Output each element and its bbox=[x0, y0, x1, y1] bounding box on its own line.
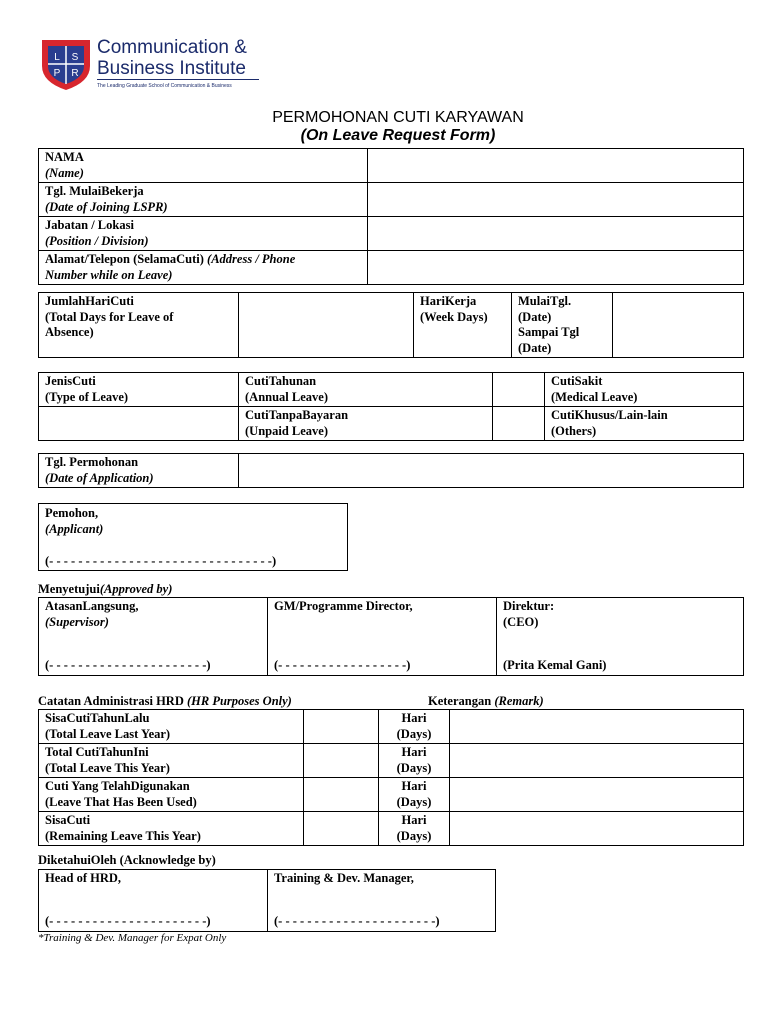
gm-label: GM/Programme Director, bbox=[274, 599, 413, 613]
leave-type-label: JenisCuti bbox=[45, 374, 96, 388]
used-remark-field[interactable] bbox=[450, 778, 744, 812]
week-days-label-cell bbox=[414, 293, 512, 358]
last-year-unit-cell bbox=[379, 710, 450, 744]
acknowledge-heading: DiketahuiOleh (Acknowledge by) bbox=[38, 853, 216, 867]
total-days-label-en: (Total Days for Leave of bbox=[45, 309, 174, 324]
name-row bbox=[39, 149, 744, 183]
remaining-remark-field[interactable] bbox=[450, 812, 744, 846]
medical-leave-checkbox[interactable] bbox=[493, 373, 545, 407]
applicant-signature-line: (- - - - - - - - - - - - - - - - - - - - - - - - - - - - - - -) bbox=[45, 554, 277, 568]
position-label-en: (Position / Division) bbox=[45, 233, 149, 248]
unpaid-leave-label-en: (Unpaid Leave) bbox=[245, 423, 328, 438]
others-leave-label: CutiKhusus/Lain-lain bbox=[551, 408, 668, 422]
this-year-days-field[interactable] bbox=[304, 744, 379, 778]
leave-type-row-2 bbox=[39, 407, 744, 441]
week-days-label-en: (Week Days) bbox=[420, 309, 488, 324]
director-label: Direktur: bbox=[503, 599, 555, 613]
medical-leave-option[interactable] bbox=[545, 373, 744, 407]
address-row bbox=[39, 251, 744, 285]
address-label-cell bbox=[39, 251, 368, 285]
annual-leave-label-en: (Annual Leave) bbox=[245, 389, 328, 404]
used-label-en: (Leave That Has Been Used) bbox=[45, 794, 197, 809]
week-days-label: HariKerja bbox=[420, 294, 477, 308]
medical-leave-label-en: (Medical Leave) bbox=[551, 389, 638, 404]
supervisor-signature-box[interactable] bbox=[39, 598, 268, 676]
application-date-table bbox=[38, 453, 744, 488]
last-year-label: SisaCutiTahunLalu bbox=[45, 711, 150, 725]
applicant-label: Pemohon, bbox=[45, 506, 99, 520]
date-range-label-cell bbox=[512, 293, 613, 358]
used-label: Cuti Yang TelahDigunakan bbox=[45, 779, 190, 793]
logo-name-line1: Communication & bbox=[97, 37, 247, 58]
applicant-label-en: (Applicant) bbox=[45, 522, 104, 536]
leave-type-blank-cell bbox=[39, 407, 239, 441]
applicant-table bbox=[38, 503, 348, 571]
last-year-unit-en: (Days) bbox=[396, 726, 432, 741]
gm-signature-box[interactable] bbox=[268, 598, 497, 676]
total-days-label-en-2: Absence) bbox=[45, 325, 94, 339]
acknowledge-table bbox=[38, 869, 496, 932]
used-unit-en: (Days) bbox=[396, 794, 432, 809]
join-date-row bbox=[39, 183, 744, 217]
last-year-label-en: (Total Leave Last Year) bbox=[45, 726, 171, 741]
name-label-en: (Name) bbox=[45, 165, 84, 180]
used-unit: Hari bbox=[401, 779, 427, 793]
remaining-unit-cell bbox=[379, 812, 450, 846]
remaining-unit-en: (Days) bbox=[396, 828, 432, 843]
table-row bbox=[39, 744, 744, 778]
used-unit-cell bbox=[379, 778, 450, 812]
join-date-label-en: (Date of Joining LSPR) bbox=[45, 199, 168, 214]
director-label-en: (CEO) bbox=[503, 614, 539, 629]
this-year-unit-en: (Days) bbox=[396, 760, 432, 775]
table-row bbox=[39, 710, 744, 744]
remaining-label: SisaCuti bbox=[45, 813, 91, 827]
this-year-remark-field[interactable] bbox=[450, 744, 744, 778]
training-manager-signature-line: (- - - - - - - - - - - - - - - - - - - - - -) bbox=[274, 913, 440, 928]
address-label-en-2: Number while on Leave) bbox=[45, 267, 173, 282]
approval-row bbox=[39, 598, 744, 676]
last-year-days-field[interactable] bbox=[304, 710, 379, 744]
applicant-signature-box[interactable] bbox=[39, 504, 348, 571]
position-field[interactable] bbox=[368, 217, 744, 251]
name-label-cell bbox=[39, 149, 368, 183]
supervisor-signature-line: (- - - - - - - - - - - - - - - - - - - - - -) bbox=[45, 657, 211, 672]
medical-leave-label: CutiSakit bbox=[551, 374, 603, 388]
total-days-table bbox=[38, 292, 744, 358]
table-row bbox=[39, 778, 744, 812]
leave-type-label-cell bbox=[39, 373, 239, 407]
unpaid-leave-option[interactable] bbox=[239, 407, 493, 441]
approved-by-heading bbox=[38, 582, 172, 597]
logo-letter-p: P bbox=[53, 68, 61, 79]
last-year-remark-field[interactable] bbox=[450, 710, 744, 744]
this-year-label: Total CutiTahunIni bbox=[45, 745, 149, 759]
join-date-field[interactable] bbox=[368, 183, 744, 217]
personal-info-table bbox=[38, 148, 744, 285]
supervisor-label-en: (Supervisor) bbox=[45, 614, 109, 629]
hrd-heading-label-en: (HR Purposes Only) bbox=[186, 694, 292, 708]
last-year-label-cell bbox=[39, 710, 304, 744]
approved-by-label: Menyetujui bbox=[38, 582, 100, 596]
remaining-days-field[interactable] bbox=[304, 812, 379, 846]
date-range-field[interactable] bbox=[613, 293, 744, 358]
training-manager-signature-box[interactable] bbox=[268, 870, 496, 932]
remaining-label-en: (Remaining Leave This Year) bbox=[45, 828, 201, 843]
application-date-label: Tgl. Permohonan bbox=[45, 455, 139, 469]
director-signature-box[interactable] bbox=[497, 598, 744, 676]
logo-tagline: The Leading Graduate School of Communication & Business bbox=[97, 83, 232, 89]
applicant-row bbox=[39, 504, 348, 571]
join-date-label: Tgl. MulaiBekerja bbox=[45, 184, 144, 198]
name-label: NAMA bbox=[45, 150, 84, 164]
address-label-en: (Address / Phone bbox=[207, 252, 296, 266]
logo-letter-r: R bbox=[71, 68, 79, 79]
hrd-head-label: Head of HRD, bbox=[45, 871, 122, 885]
annual-leave-label: CutiTahunan bbox=[245, 374, 317, 388]
total-days-field[interactable] bbox=[239, 293, 414, 358]
remark-label-en: (Remark) bbox=[494, 694, 544, 708]
this-year-unit: Hari bbox=[401, 745, 427, 759]
application-date-row bbox=[39, 454, 744, 488]
total-days-label-cell bbox=[39, 293, 239, 358]
used-days-field[interactable] bbox=[304, 778, 379, 812]
application-date-label-en: (Date of Application) bbox=[45, 470, 154, 485]
hrd-table bbox=[38, 709, 744, 846]
application-date-label-cell bbox=[39, 454, 239, 488]
name-field[interactable] bbox=[368, 149, 744, 183]
leave-type-table bbox=[38, 372, 744, 441]
unpaid-leave-label: CutiTanpaBayaran bbox=[245, 408, 349, 422]
logo-name bbox=[97, 37, 247, 79]
logo-name-line2: Business Institute bbox=[97, 58, 246, 79]
approval-table bbox=[38, 597, 744, 676]
gm-signature-line: (- - - - - - - - - - - - - - - - - -) bbox=[274, 657, 411, 672]
position-label: Jabatan / Lokasi bbox=[45, 218, 134, 232]
this-year-unit-cell bbox=[379, 744, 450, 778]
start-date-label: MulaiTgl. bbox=[518, 294, 572, 308]
remaining-unit: Hari bbox=[401, 813, 427, 827]
table-row bbox=[39, 812, 744, 846]
remark-label: Keterangan bbox=[428, 694, 492, 708]
join-date-label-cell bbox=[39, 183, 368, 217]
start-date-label-en: (Date) bbox=[518, 309, 552, 324]
form-title: PERMOHONAN CUTI KARYAWAN bbox=[272, 109, 524, 126]
logo-letter-s: S bbox=[71, 52, 79, 63]
training-manager-label: Training & Dev. Manager, bbox=[274, 871, 414, 885]
others-leave-option[interactable] bbox=[545, 407, 744, 441]
position-label-cell bbox=[39, 217, 368, 251]
this-year-label-cell bbox=[39, 744, 304, 778]
total-days-row bbox=[39, 293, 744, 358]
logo-underline bbox=[97, 79, 259, 80]
supervisor-label: AtasanLangsung, bbox=[45, 599, 139, 613]
hrd-head-signature-box[interactable] bbox=[39, 870, 268, 932]
address-label: Alamat/Telepon (SelamaCuti) bbox=[45, 252, 204, 266]
end-date-label: Sampai Tgl bbox=[518, 325, 580, 339]
application-date-field[interactable] bbox=[239, 454, 744, 488]
expat-footnote: *Training & Dev. Manager for Expat Only bbox=[38, 932, 227, 944]
position-row bbox=[39, 217, 744, 251]
acknowledge-row bbox=[39, 870, 496, 932]
approved-by-label-en: (Approved by) bbox=[99, 582, 173, 596]
director-name: (Prita Kemal Gani) bbox=[503, 657, 607, 672]
used-label-cell bbox=[39, 778, 304, 812]
lspr-logo-shield-icon bbox=[40, 36, 92, 92]
total-days-label: JumlahHariCuti bbox=[45, 294, 134, 308]
remaining-label-cell bbox=[39, 812, 304, 846]
this-year-label-en: (Total Leave This Year) bbox=[45, 760, 170, 775]
address-field[interactable] bbox=[368, 251, 744, 285]
hrd-heading-label: Catatan Administrasi HRD bbox=[38, 694, 184, 708]
leave-type-label-en: (Type of Leave) bbox=[45, 389, 129, 404]
leave-type-row-1 bbox=[39, 373, 744, 407]
last-year-unit: Hari bbox=[401, 711, 427, 725]
hrd-heading bbox=[38, 694, 292, 709]
form-subtitle: (On Leave Request Form) bbox=[300, 127, 496, 144]
annual-leave-option[interactable] bbox=[239, 373, 493, 407]
logo-letter-l: L bbox=[54, 52, 60, 63]
end-date-label-en: (Date) bbox=[518, 340, 552, 355]
hrd-head-signature-line: (- - - - - - - - - - - - - - - - - - - - - -) bbox=[45, 913, 211, 928]
others-leave-checkbox[interactable] bbox=[493, 407, 545, 441]
others-leave-label-en: (Others) bbox=[551, 423, 597, 438]
remark-heading bbox=[428, 694, 544, 709]
